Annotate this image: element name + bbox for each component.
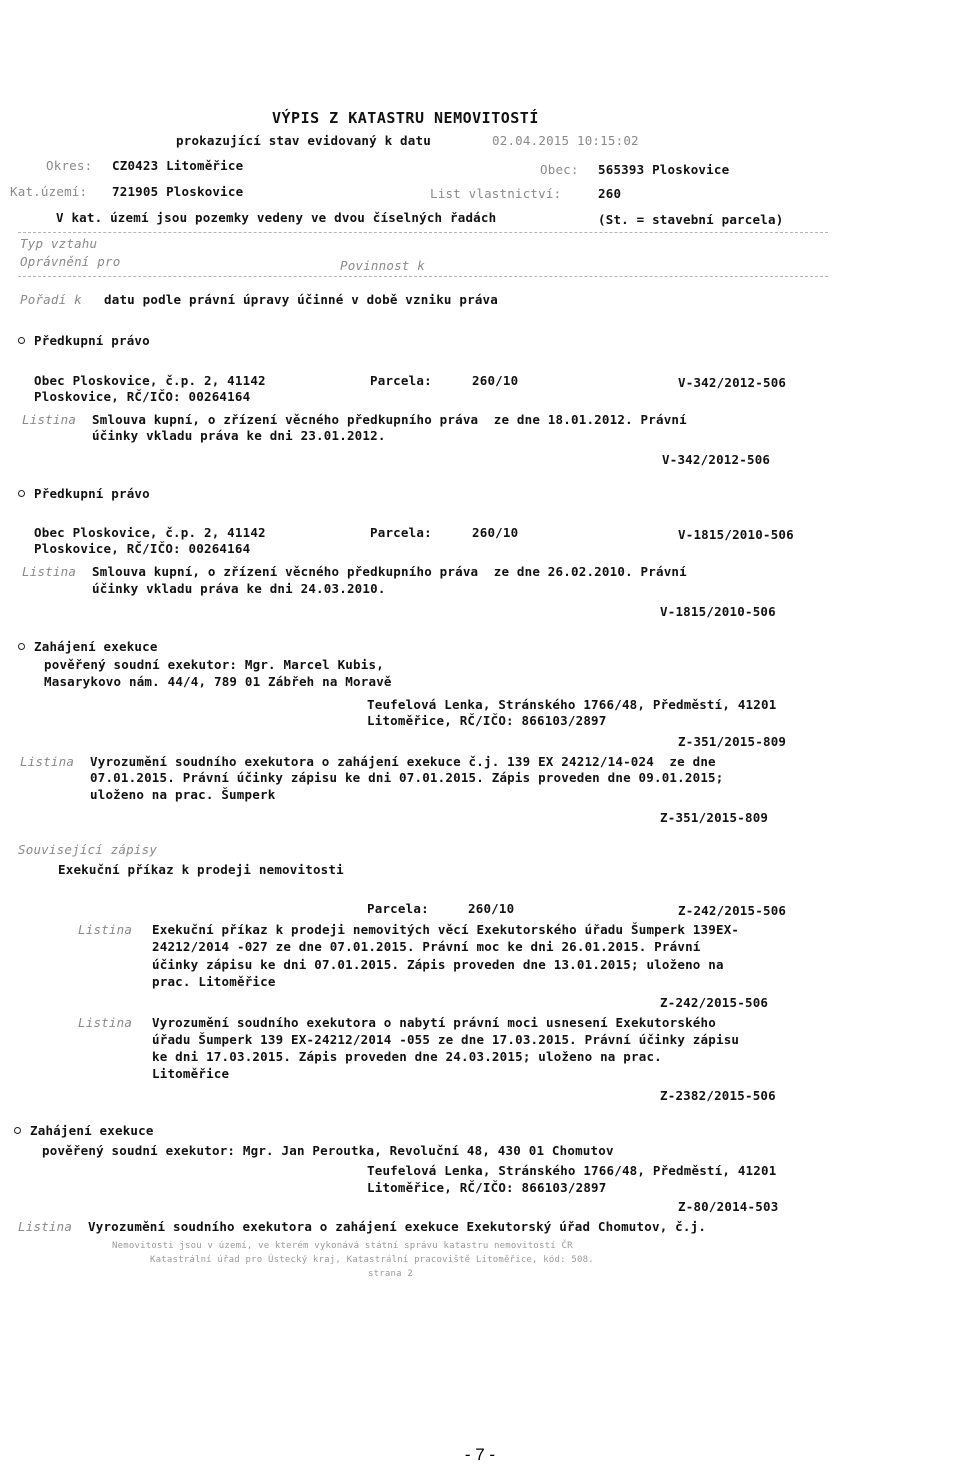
listina-text: uloženo na prac. Šumperk — [90, 787, 276, 802]
listina-text: ke dni 17.03.2015. Zápis proveden dne 24.03.2015; uloženo na prac. — [152, 1049, 662, 1064]
listina-text: účinky zápisu ke dni 07.01.2015. Zápis proveden dne 13.01.2015; uloženo na — [152, 957, 724, 972]
reference-number: V-342/2012-506 — [662, 452, 771, 467]
listina-text: Litoměřice — [152, 1066, 230, 1081]
party-line: Ploskovice, RČ/IČO: 00264164 — [34, 541, 251, 556]
katuzemi-label: Kat.území: — [10, 184, 88, 199]
list-label: List vlastnictví: — [430, 186, 562, 201]
reference-number: Z-2382/2015-506 — [660, 1088, 776, 1103]
reference-number: V-342/2012-506 — [678, 375, 787, 390]
listina-label: Listina — [18, 1219, 73, 1234]
exekuce-heading: Zahájení exekuce — [34, 639, 158, 654]
bullet-icon — [18, 337, 25, 344]
bullet-icon — [14, 1127, 21, 1134]
listina-text: 07.01.2015. Právní účinky zápisu ke dni 07.01.2015. Zápis proveden dne 09.01.2015; — [90, 770, 724, 785]
reference-number: Z-351/2015-809 — [678, 734, 787, 749]
listina-label: Listina — [78, 922, 133, 937]
reference-number: Z-242/2015-506 — [678, 903, 787, 918]
povinny-line: Teufelová Lenka, Stránského 1766/48, Předměstí, 41201 — [367, 1163, 777, 1178]
parcela-label: Parcela: — [367, 901, 429, 916]
reference-number: Z-351/2015-809 — [660, 810, 769, 825]
divider — [18, 276, 828, 277]
povinny-line: Teufelová Lenka, Stránského 1766/48, Předměstí, 41201 — [367, 697, 777, 712]
party-line: Ploskovice, RČ/IČO: 00264164 — [34, 389, 251, 404]
exekutor-line: pověřený soudní exekutor: Mgr. Marcel Kubis, — [44, 657, 384, 672]
listina-text: Vyrozumění soudního exekutora o zahájení exekuce Exekutorský úřad Chomutov, č.j. — [88, 1219, 707, 1234]
souvisejici-title: Exekuční příkaz k prodeji nemovitosti — [58, 862, 344, 877]
listina-text: Exekuční příkaz k prodeji nemovitých věcí Exekutorského úřadu Šumperk 139EX- — [152, 922, 740, 937]
parcela-value: 260/10 — [472, 373, 519, 388]
rows-note: V kat. území jsou pozemky vedeny ve dvou číselných řadách — [56, 210, 497, 225]
listina-text: účinky vkladu práva ke dni 24.03.2010. — [92, 581, 386, 596]
okres-label: Okres: — [46, 158, 93, 173]
footer-line: Nemovitosti jsou v území, ve kterém vykonává státní správu katastru nemovitostí ČR — [112, 1241, 573, 1251]
listina-text: prac. Litoměřice — [152, 974, 276, 989]
okres-value: CZ0423 Litoměřice — [112, 158, 244, 173]
opravneni-label: Oprávnění pro — [20, 254, 121, 269]
list-value: 260 — [598, 186, 622, 201]
listina-label: Listina — [78, 1015, 133, 1030]
parcela-label: Parcela: — [370, 373, 432, 388]
povinny-line: Litoměřice, RČ/IČO: 866103/2897 — [367, 713, 607, 728]
poradi-text: datu podle právní úpravy účinné v době vzniku práva — [104, 292, 499, 307]
listina-text: Vyrozumění soudního exekutora o nabytí právní moci usnesení Exekutorského — [152, 1015, 716, 1030]
footer-line: Katastrální úřad pro Ústecký kraj, Katastrální pracoviště Litoměřice, kód: 508. — [150, 1255, 594, 1265]
bullet-icon — [18, 643, 25, 650]
katuzemi-value: 721905 Ploskovice — [112, 184, 244, 199]
obec-value: 565393 Ploskovice — [598, 162, 730, 177]
listina-label: Listina — [22, 564, 77, 579]
parcela-value: 260/10 — [472, 525, 519, 540]
party-line: Obec Ploskovice, č.p. 2, 41142 — [34, 525, 266, 540]
reference-number: Z-242/2015-506 — [660, 995, 769, 1010]
bullet-icon — [18, 490, 25, 497]
document-title: VÝPIS Z KATASTRU NEMOVITOSTÍ — [272, 109, 539, 127]
reference-number: V-1815/2010-506 — [660, 604, 776, 619]
listina-text: 24212/2014 -027 ze dne 07.01.2015. Právní moc ke dni 26.01.2015. Právní — [152, 939, 701, 954]
exekutor-line: pověřený soudní exekutor: Mgr. Jan Peroutka, Revoluční 48, 430 01 Chomutov — [42, 1143, 614, 1158]
obec-label: Obec: — [540, 162, 579, 177]
listina-text: úřadu Šumperk 139 EX-24212/2014 -055 ze dne 17.03.2015. Právní účinky zápisu — [152, 1032, 740, 1047]
entry-heading: Předkupní právo — [34, 333, 150, 348]
listina-text: Smlouva kupní, o zřízení věcného předkupního práva ze dne 26.02.2010. Právní — [92, 564, 687, 579]
date-label: prokazující stav evidovaný k datu — [176, 133, 431, 148]
listina-label: Listina — [20, 754, 75, 769]
povinny-line: Litoměřice, RČ/IČO: 866103/2897 — [367, 1180, 607, 1195]
footer-page: strana 2 — [368, 1269, 413, 1279]
reference-number: Z-80/2014-503 — [678, 1199, 779, 1214]
entry-heading: Předkupní právo — [34, 486, 150, 501]
parcela-value: 260/10 — [468, 901, 515, 916]
listina-text: Vyrozumění soudního exekutora o zahájení exekuce č.j. 139 EX 24212/14-024 ze dne — [90, 754, 716, 769]
exekuce-heading: Zahájení exekuce — [30, 1123, 154, 1138]
poradi-label: Pořadí k — [20, 292, 82, 307]
reference-number: V-1815/2010-506 — [678, 527, 794, 542]
exekutor-line: Masarykovo nám. 44/4, 789 01 Zábřeh na Moravě — [44, 674, 392, 689]
listina-label: Listina — [22, 412, 77, 427]
parcela-label: Parcela: — [370, 525, 432, 540]
listina-text: účinky vkladu práva ke dni 23.01.2012. — [92, 428, 386, 443]
typ-label: Typ vztahu — [20, 236, 98, 251]
listina-text: Smlouva kupní, o zřízení věcného předkupního práva ze dne 18.01.2012. Právní — [92, 412, 687, 427]
povinnost-label: Povinnost k — [340, 258, 425, 273]
page-number: - 7 - — [464, 1445, 496, 1464]
date-value: 02.04.2015 10:15:02 — [492, 133, 639, 148]
souvisejici-label: Související zápisy — [18, 842, 158, 857]
divider — [18, 232, 828, 233]
party-line: Obec Ploskovice, č.p. 2, 41142 — [34, 373, 266, 388]
rows-note-right: (St. = stavební parcela) — [598, 212, 784, 227]
